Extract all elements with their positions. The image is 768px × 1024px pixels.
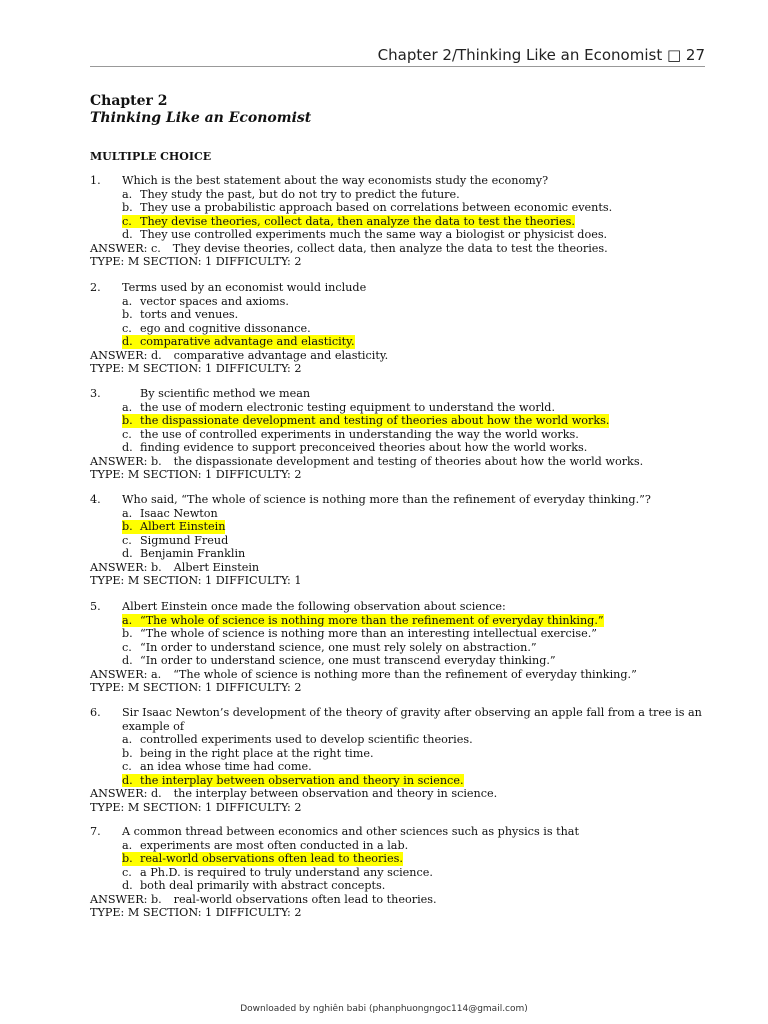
option-a: a. experiments are most often conducted in a lab. (122, 838, 409, 852)
running-header: Chapter 2/Thinking Like an Economist □ 27 (377, 46, 705, 64)
section-heading: MULTIPLE CHOICE (90, 150, 212, 163)
option-b: b. “The whole of science is nothing more than an interesting intellectual exercise.” (122, 627, 598, 640)
option-c: c. a Ph.D. is required to truly understand any science. (122, 865, 433, 879)
question-5 (90, 600, 710, 695)
answer-line: ANSWER: a. “The whole of science is nothing more than the refinement of everyday thinking.” (90, 667, 637, 681)
answer-line: ANSWER: b. Albert Einstein (90, 560, 260, 574)
chapter-number: Chapter 2 (90, 93, 168, 109)
option-a: a. the use of modern electronic testing equipment to understand the world. (122, 400, 555, 414)
option-c: c. Sigmund Freud (122, 533, 229, 547)
option-a: a. controlled experiments used to develop scientific theories. (122, 733, 473, 746)
question-1 (90, 174, 710, 269)
option-b: b. torts and venues. (122, 308, 239, 321)
chapter-title: Thinking Like an Economist (90, 110, 312, 126)
question-meta: TYPE: M SECTION: 1 DIFFICULTY: 2 (90, 681, 302, 694)
option-a: a. They study the past, but do not try to predict the future. (122, 187, 460, 201)
question-text: Who said, “The whole of science is nothing more than the refinement of everyday thinking.”? (122, 493, 651, 506)
option-c: c. ego and cognitive dissonance. (122, 321, 311, 335)
question-number: 3. (90, 387, 101, 400)
option-d-correct-highlighted: d. comparative advantage and elasticity. (122, 335, 355, 348)
option-b-correct-highlighted: b. the dispassionate development and testing of theories about how the world works. (122, 414, 610, 427)
answer-line: ANSWER: c. They devise theories, collect data, then analyze the data to test the theories. (90, 241, 608, 255)
download-footer: Downloaded by nghiên babi (phanphuongngoc114@gmail.com) (240, 1004, 528, 1014)
option-c-correct-highlighted: c. They devise theories, collect data, then analyze the data to test the theories. (122, 214, 575, 228)
question-4 (90, 493, 710, 588)
question-number: 6. (90, 706, 101, 719)
question-text: Albert Einstein once made the following observation about science: (122, 600, 506, 613)
question-meta: TYPE: M SECTION: 1 DIFFICULTY: 2 (90, 255, 302, 268)
question-text: By scientific method we mean (140, 387, 311, 400)
question-meta: TYPE: M SECTION: 1 DIFFICULTY: 2 (90, 362, 302, 375)
option-a: a. Isaac Newton (122, 506, 218, 520)
answer-line: ANSWER: d. the interplay between observation and theory in science. (90, 787, 498, 800)
option-b-correct-highlighted: b. Albert Einstein (122, 520, 226, 533)
question-6 (90, 706, 710, 814)
option-d: d. both deal primarily with abstract concepts. (122, 879, 386, 892)
question-text: A common thread between economics and other sciences such as physics is that (122, 825, 579, 838)
question-3 (90, 387, 710, 482)
question-number: 7. (90, 825, 101, 838)
question-number: 4. (90, 493, 101, 506)
question-number: 2. (90, 281, 101, 294)
question-2 (90, 281, 710, 376)
question-number: 1. (90, 174, 101, 187)
option-b: b. They use a probabilistic approach based on correlations between economic events. (122, 201, 613, 214)
option-a: a. vector spaces and axioms. (122, 294, 289, 308)
option-b: b. being in the right place at the right time. (122, 746, 374, 760)
answer-line: ANSWER: b. real-world observations often lead to theories. (90, 892, 437, 906)
question-7 (90, 825, 710, 920)
option-c: c. “In order to understand science, one must rely solely on abstraction.” (122, 640, 537, 654)
answer-line: ANSWER: b. the dispassionate development and testing of theories about how the world works. (90, 454, 644, 468)
option-a-correct-highlighted: a. “The whole of science is nothing more than the refinement of everyday thinking.” (122, 613, 604, 627)
question-text: Sir Isaac Newton’s development of the theory of gravity after observing an apple fall from a tree is an example of (122, 706, 702, 733)
question-number: 5. (90, 600, 101, 613)
question-meta: TYPE: M SECTION: 1 DIFFICULTY: 2 (90, 468, 302, 481)
option-b-correct-highlighted: b. real-world observations often lead to theories. (122, 852, 403, 865)
question-text: Terms used by an economist would include (122, 281, 367, 294)
header-rule (90, 66, 705, 67)
question-meta: TYPE: M SECTION: 1 DIFFICULTY: 2 (90, 800, 302, 814)
option-c: c. the use of controlled experiments in understanding the way the world works. (122, 427, 579, 441)
option-d-correct-highlighted: d. the interplay between observation and theory in science. (122, 773, 464, 787)
option-d: d. finding evidence to support preconceived theories about how the world works. (122, 441, 588, 454)
option-d: d. Benjamin Franklin (122, 547, 246, 560)
option-c: c. an idea whose time had come. (122, 760, 312, 773)
question-text: Which is the best statement about the way economists study the economy? (122, 174, 549, 187)
answer-line: ANSWER: d. comparative advantage and elasticity. (90, 348, 389, 362)
option-d: d. They use controlled experiments much the same way a biologist or physicist does. (122, 228, 608, 241)
question-meta: TYPE: M SECTION: 1 DIFFICULTY: 2 (90, 906, 302, 919)
option-d: d. “In order to understand science, one must transcend everyday thinking.” (122, 654, 556, 667)
question-meta: TYPE: M SECTION: 1 DIFFICULTY: 1 (90, 574, 302, 587)
